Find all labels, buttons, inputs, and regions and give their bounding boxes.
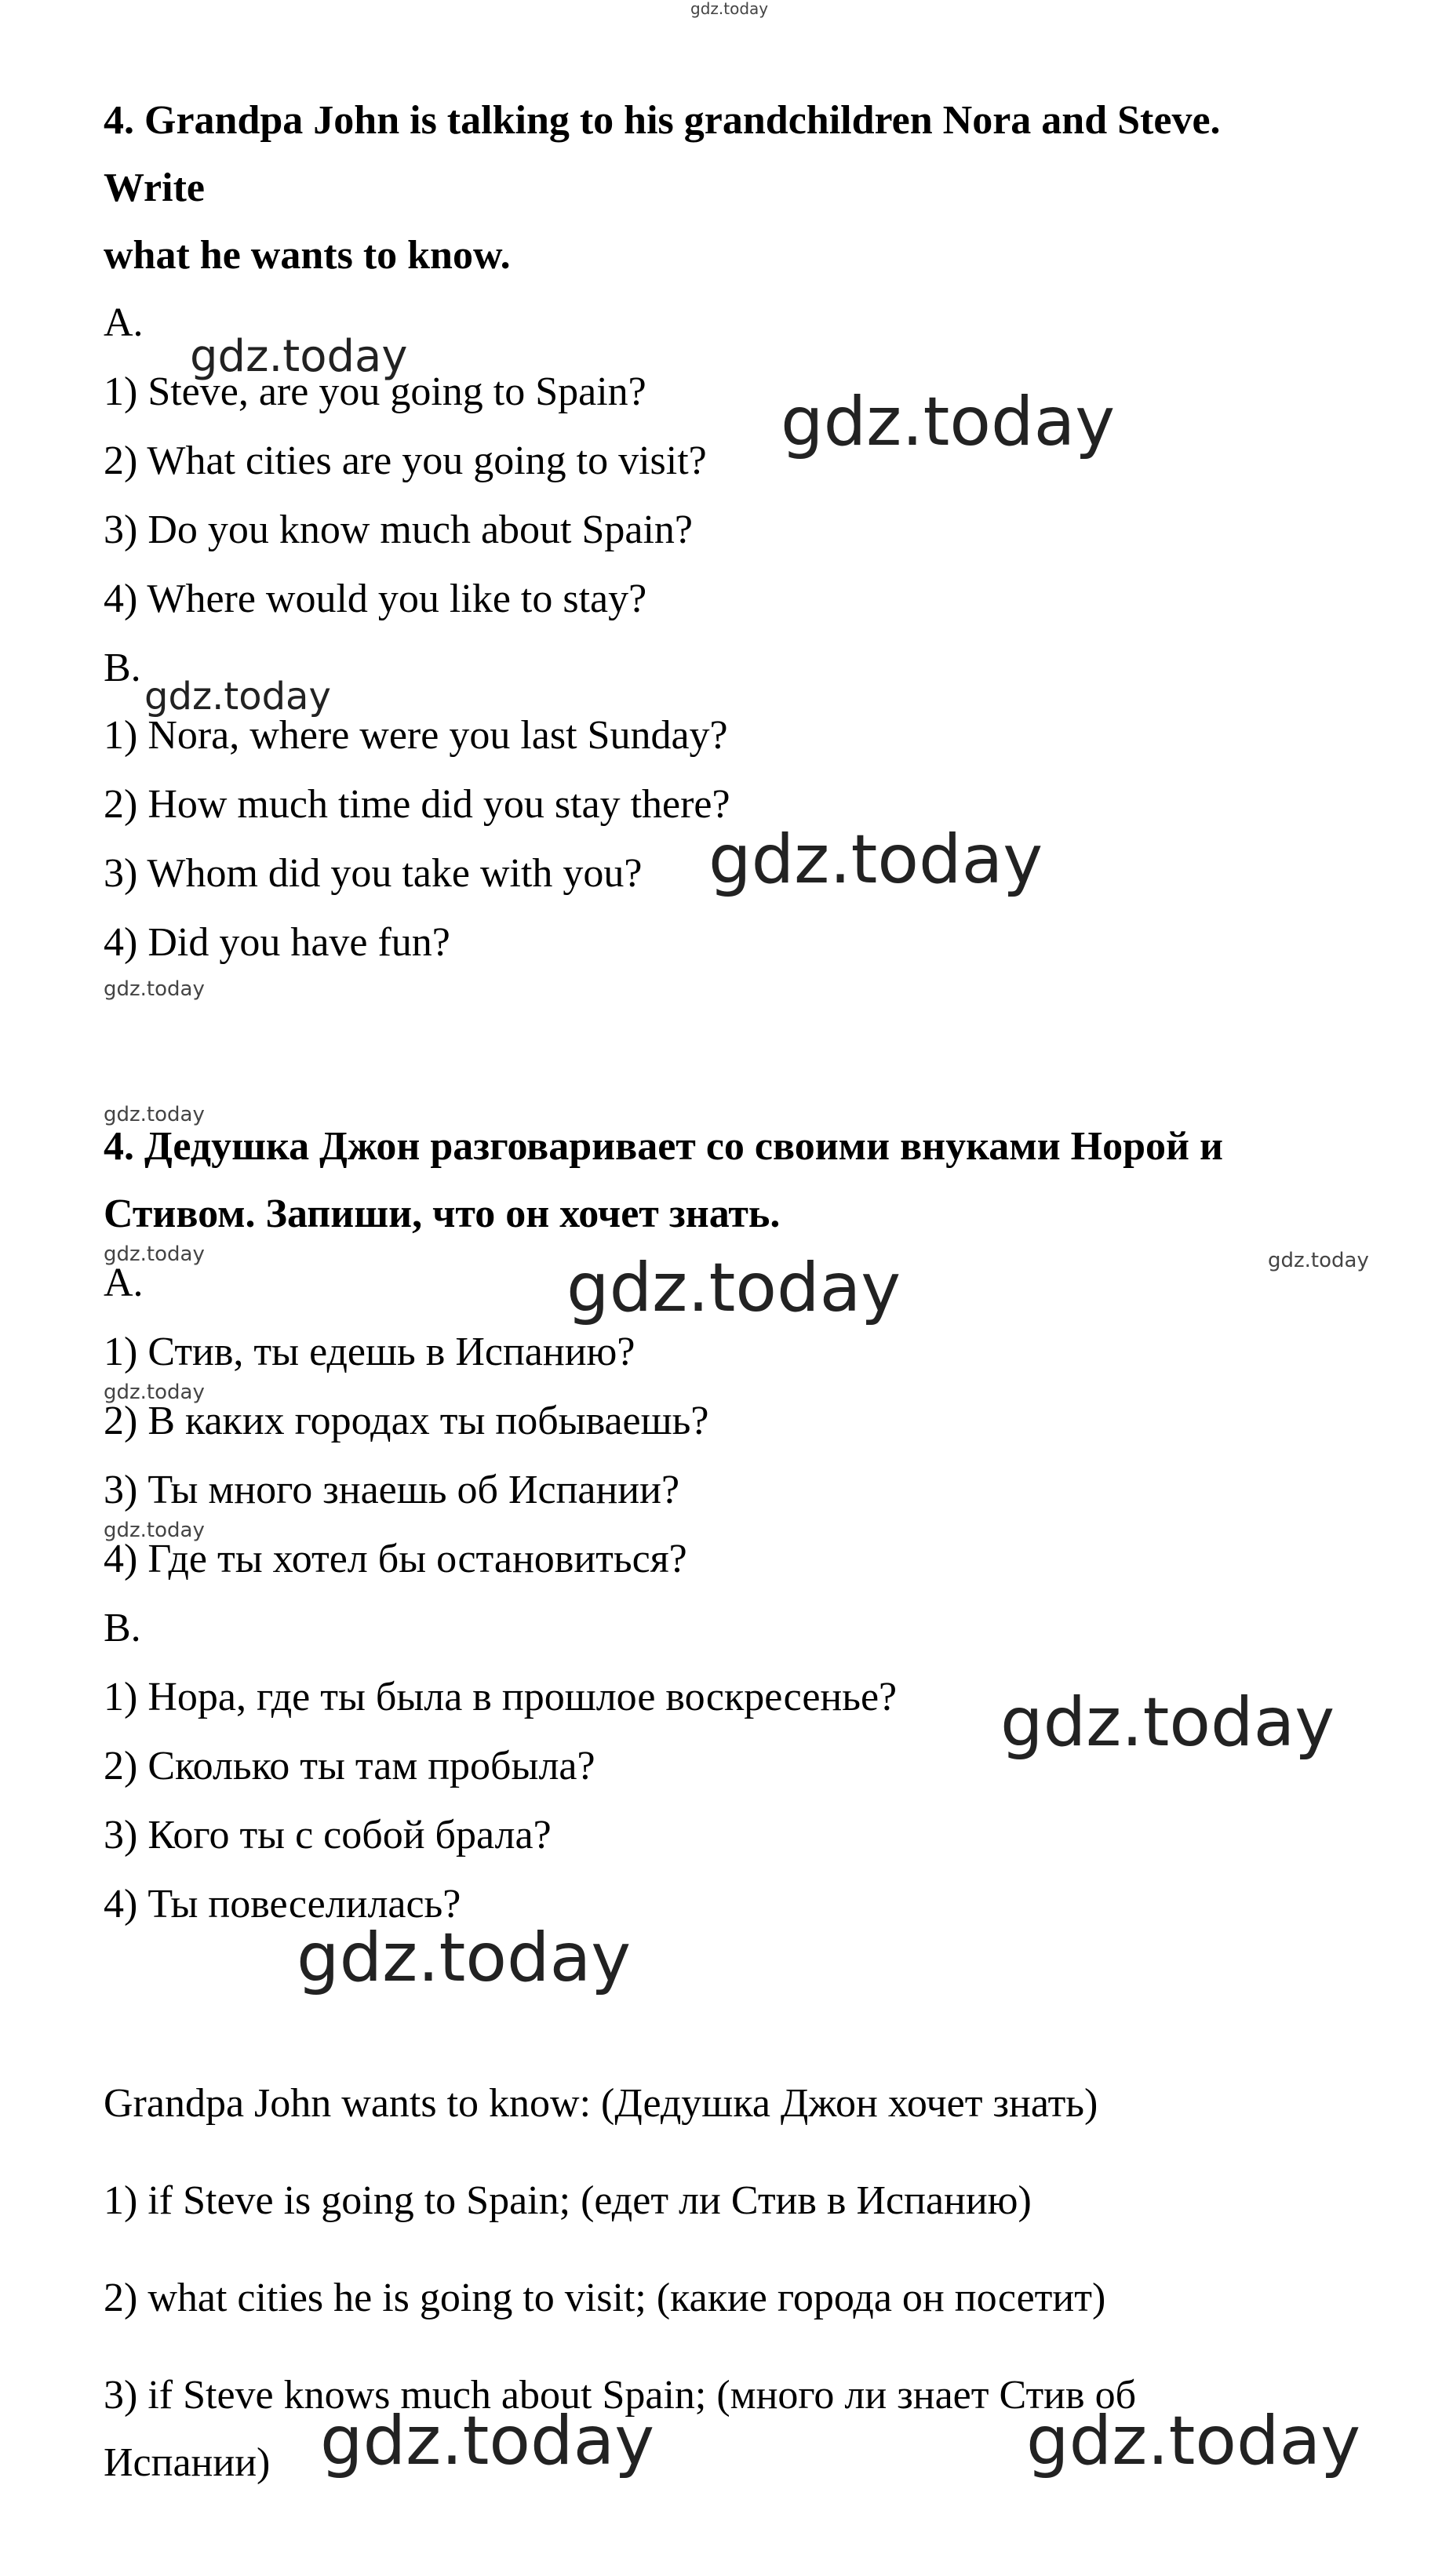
question-a-4: 4) Where would you like to stay?	[104, 577, 647, 621]
answer-intro: Grandpa John wants to know: (Дедушка Джон хочет знать)	[104, 2081, 1098, 2126]
question-b-3: 3) Whom did you take with you?	[104, 851, 643, 896]
watermark: gdz.today	[104, 1519, 205, 1542]
question-b-2: 2) How much time did you stay there?	[104, 782, 730, 827]
watermark: gdz.today	[1026, 2402, 1361, 2480]
question-ru-a-3: 3) Ты много знаешь об Испании?	[104, 1468, 680, 1512]
exercise-title-line-1: 4. Grandpa John is talking to his grandchildren Nora and Steve.	[104, 98, 1221, 143]
question-ru-b-3: 3) Кого ты с собой брала?	[104, 1813, 552, 1857]
section-ru-a-label: A.	[104, 1261, 144, 1305]
question-ru-a-4: 4) Где ты хотел бы остановиться?	[104, 1537, 687, 1581]
question-ru-a-2: 2) В каких городах ты побываешь?	[104, 1399, 709, 1443]
watermark: gdz.today	[1000, 1683, 1335, 1762]
question-ru-a-1: 1) Стив, ты едешь в Испанию?	[104, 1330, 635, 1374]
watermark-top: gdz.today	[690, 0, 769, 18]
question-ru-b-2: 2) Сколько ты там пробыла?	[104, 1744, 595, 1788]
watermark: gdz.today	[104, 1381, 205, 1404]
question-ru-b-4: 4) Ты повеселилась?	[104, 1882, 461, 1927]
watermark: gdz.today	[320, 2402, 655, 2480]
answer-item-2: 2) what cities he is going to visit; (какие города он посетит)	[104, 2276, 1106, 2320]
watermark: gdz.today	[781, 383, 1116, 461]
exercise-title-line-3: what he wants to know.	[104, 233, 511, 278]
watermark: gdz.today	[297, 1919, 632, 1997]
watermark: gdz.today	[190, 331, 408, 382]
watermark: gdz.today	[104, 1243, 205, 1266]
question-ru-b-1: 1) Нора, где ты была в прошлое воскресенье?	[104, 1675, 898, 1719]
watermark: gdz.today	[104, 1103, 205, 1126]
answer-item-1: 1) if Steve is going to Spain; (едет ли Стив в Испанию)	[104, 2178, 1032, 2223]
watermark: gdz.today	[566, 1249, 901, 1327]
question-b-1: 1) Nora, where were you last Sunday?	[104, 713, 728, 758]
watermark: gdz.today	[708, 820, 1043, 899]
section-a-label: A.	[104, 300, 144, 345]
question-a-3: 3) Do you know much about Spain?	[104, 508, 694, 552]
section-ru-b-label: B.	[104, 1606, 141, 1650]
section-b-label: B.	[104, 646, 141, 690]
exercise-ru-title-line-1: 4. Дедушка Джон разговаривает со своими внуками Норой и	[104, 1124, 1223, 1169]
answer-item-3-continuation: Испании)	[104, 2440, 271, 2485]
exercise-ru-title-line-2: Стивом. Запиши, что он хочет знать.	[104, 1192, 781, 1236]
watermark: gdz.today	[1268, 1249, 1369, 1272]
question-a-2: 2) What cities are you going to visit?	[104, 438, 707, 483]
question-a-1: 1) Steve, are you going to Spain?	[104, 369, 646, 414]
question-b-4: 4) Did you have fun?	[104, 920, 450, 965]
watermark: gdz.today	[104, 977, 205, 1001]
watermark: gdz.today	[144, 675, 331, 719]
exercise-title-line-2: Write	[104, 166, 205, 210]
answer-item-3: 3) if Steve knows much about Spain; (много ли знает Стив об	[104, 2373, 1137, 2418]
